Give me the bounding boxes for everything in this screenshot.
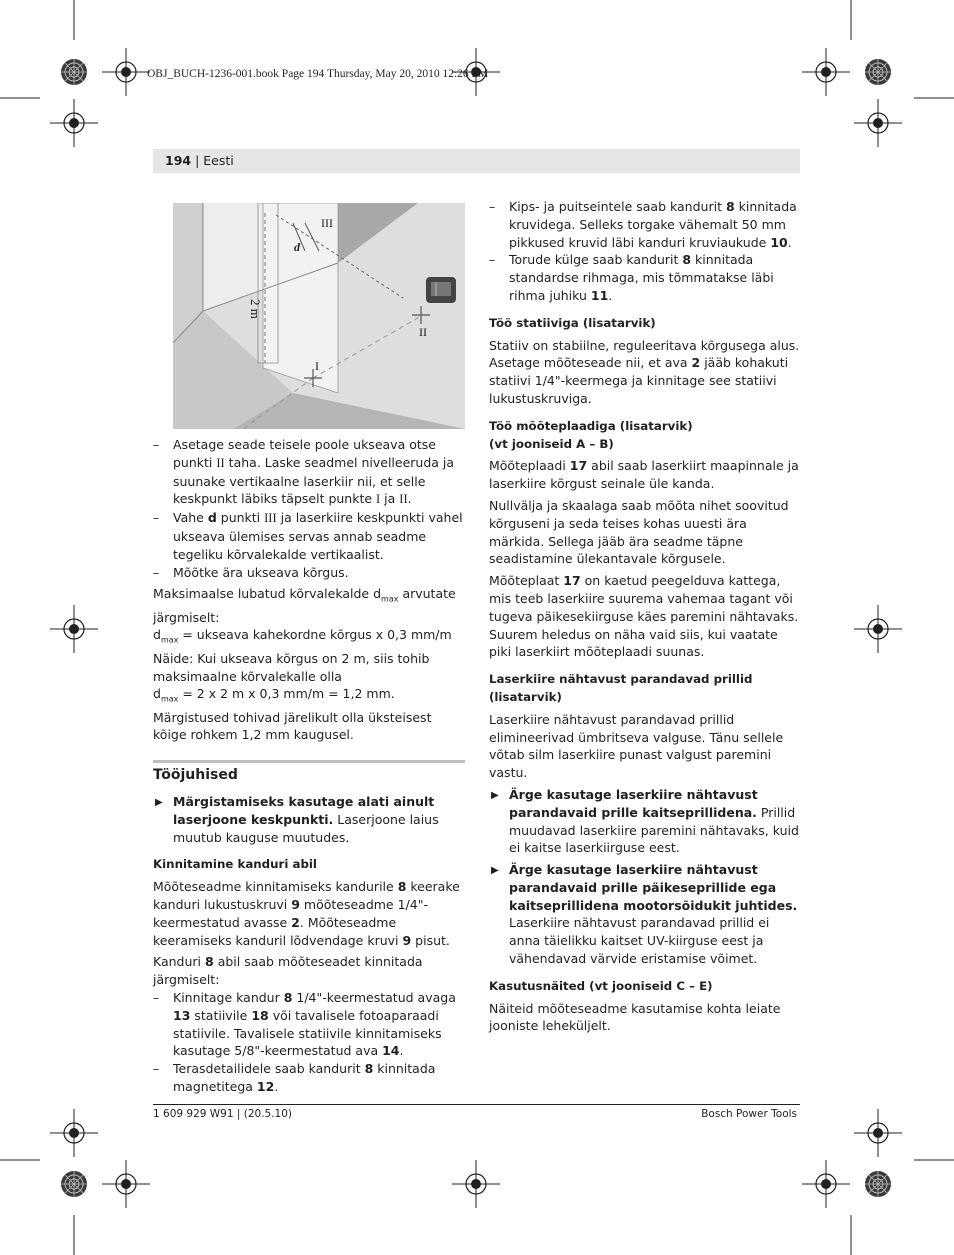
crosshair-registration-icon [854,99,902,147]
crosshair-registration-icon [452,1160,500,1208]
tip-item: ▶ Märgistamiseks kasutage alati ainult laserjoone keskpunkti. Laserjoone laius muutub kauguse muutudes. [155,794,439,845]
page-number: 194 [165,153,192,168]
crosshair-registration-icon [802,1160,850,1208]
plate-paragraph-2: Nullvälja ja skaalaga saab mõõta nihet soovitud kõrguseni ja seda teises kohas uuesti ära märkida. Sellega jääb ära seadme täpne seadistamine ülekantavale kõrgusele. [489,497,789,567]
footer-document-number: 1 609 929 W91 | (20.5.10) [153,1108,293,1120]
list-item: – Torude külge saab kandurit 8 kinnitada standardse rihmaga, mis tõmmatakse läbi rihma juhiku 11. [489,251,801,304]
triangle-right-icon: ▶ [491,789,499,801]
header-separator: | [191,153,204,168]
header-language: Eesti [203,153,234,168]
crosshair-registration-icon [50,1109,98,1157]
list-item: – Kips- ja puitseintele saab kandurit 8 kinnitada kruvidega. Selleks torgake vähemalt 50 mm pikkused kruvid läbi kanduri kruviaukude 10. [489,198,801,251]
mount-paragraph-2: Kanduri 8 abil saab mõõteseadet kinnitada järgmiselt: [153,954,423,988]
list-item: – Vahe d punkti III ja laserkiire keskpunkti vahel ukseava ülemises servas annab seadme tegeliku kõrvalekalde vertikaalist. [153,509,465,563]
star-target-icon [865,1171,891,1197]
formula-2: $d_{max} = 2$ x 2 m x 0,3 mm/m = 1,2 mm. Märgistused tohivad järelikult olla üksteisest kõige rohkem 1,2 mm kaugusel. [153,686,432,743]
crosshair-registration-icon [50,605,98,653]
footer-rule [153,1104,800,1105]
triangle-right-icon: ▶ [155,797,163,809]
list-item: – Kinnitage kandur 8 1/4"-keermestatud avaga 13 statiivile 18 või tavalisele fotoaparaadi statiivile. Tavalisele statiivile kinnitamiseks kasutage 5/8"-keermestatud ava 14. [153,989,465,1060]
figure-label-d: d [294,240,300,254]
left-column [153,436,465,1096]
footer-brand: Bosch Power Tools [701,1108,797,1120]
subheading-plate: Töö mõõteplaadiga (lisatarvik) (vt jooniseid A – B) [489,418,693,451]
formula-1: $d_{max}$ = ukseava kahekordne kõrgus x 0,3 mm/m [153,627,452,645]
star-target-icon [61,1171,87,1197]
header-bar [153,149,800,173]
max-deviation-intro: Maksimaalse lubatud kõrvalekalde $d_{max}$ arvutate järgmiselt: [153,586,456,625]
star-target-icon [61,59,87,85]
crosshair-registration-icon [50,99,98,147]
page-header [165,153,234,168]
list-item: – Mõõtke ära ukseava kõrgus. [153,564,465,582]
crosshair-registration-icon [802,48,850,96]
examples-paragraph: Näiteid mõõteseadme kasutamise kohta leiate jooniste leheküljelt. [489,1000,781,1034]
figure-label-II: II [419,325,427,339]
crosshair-registration-icon [102,48,150,96]
subheading-tripod: Töö statiiviga (lisatarvik) [489,315,656,330]
figure-label-I: I [315,359,319,373]
warning-item: ▶ Ärge kasutage laserkiire nähtavust parandavaid prille kaitseprillidena. Prillid muudavad laserkiire paremini nähtavaks, kuid ei kaitse laserkiirguse eest. [491,786,799,856]
laser-device-icon [426,277,456,303]
doorway-illustration [173,203,465,429]
example-text: Näide: Kui ukseava kõrgus on 2 m, siis tohib maksimaalne kõrvalekalle olla [153,650,430,684]
figure-label-III: III [321,216,333,230]
mount-paragraph-1: Mõõteseadme kinnitamiseks kandurile 8 keerake kanduri lukustuskruvi 9 mõõteseadme 1/4"-keermestatud avasse 2. Mõõteseadme keeramiseks kanduril lõdvendage kruvi 9 pisut. [153,879,460,948]
figure-label-2m: 2 m [248,299,263,319]
list-item: – Terasdetailidele saab kandurit 8 kinnitada magnetitega 12. [153,1060,465,1096]
right-column [489,198,801,1035]
subheading-glasses: Laserkiire nähtavust parandavad prillid (lisatarvik) [489,672,753,704]
section-divider [153,760,465,763]
glasses-paragraph: Laserkiire nähtavust parandavad prillid elimineerivad ümbritseva valguse. Tänu sellele võtab silm laserkiire punast valgust paremini vastu. [489,711,784,781]
crosshair-registration-icon [854,605,902,653]
plate-paragraph-1: Mõõteplaadi 17 abil saab laserkiirt maapinnale ja laserkiire kõrgust seinale üle kanda. [489,458,799,492]
subheading-examples: Kasutusnäited (vt jooniseid C – E) [489,978,713,993]
tripod-paragraph: Statiiv on stabiilne, reguleeritava kõrgusega alus. Asetage mõõteseade nii, et ava 2 jääb kohakuti statiivi 1/4"-keermega ja kinnitage see statiivi lukustuskruviga. [489,337,800,406]
warning-item: ▶ Ärge kasutage laserkiire nähtavust parandavaid prille päikeseprillide ega kaitseprillidena mootorsõidukit juhtides. Laserkiire nähtavust parandavad prillid ei anna täielikku kaitset UV-kiirguse eest ja vähendavad värvide eristamise võimet. [491,862,798,967]
crosshair-registration-icon [854,1109,902,1157]
triangle-right-icon: ▶ [491,865,499,877]
crosshair-registration-icon [102,1160,150,1208]
print-slug: OBJ_BUCH-1236-001.book Page 194 Thursday, May 20, 2010 12:26 PM [147,68,489,80]
subheading-mount: Kinnitamine kanduri abil [153,857,317,872]
list-item: – Asetage seade teisele poole ukseava otse punkti II taha. Laske seadmel nivelleeruda ja suunake vertikaalne laserkiir nii, et selle keskpunkt läbiks täpselt punkte I ja II. [153,436,465,509]
star-target-icon [865,59,891,85]
plate-paragraph-3: Mõõteplaat 17 on kaetud peegelduva kattega, mis teeb laserkiire suurema vahemaa tagant või tugeva päikesekiirguse käes paremini nähtavaks. Suurem heledus on näha vaid siis, kui vaatate piki laserkiirt mõõteplaadi suunas. [489,573,799,660]
section-title: Tööjuhised [153,767,238,784]
